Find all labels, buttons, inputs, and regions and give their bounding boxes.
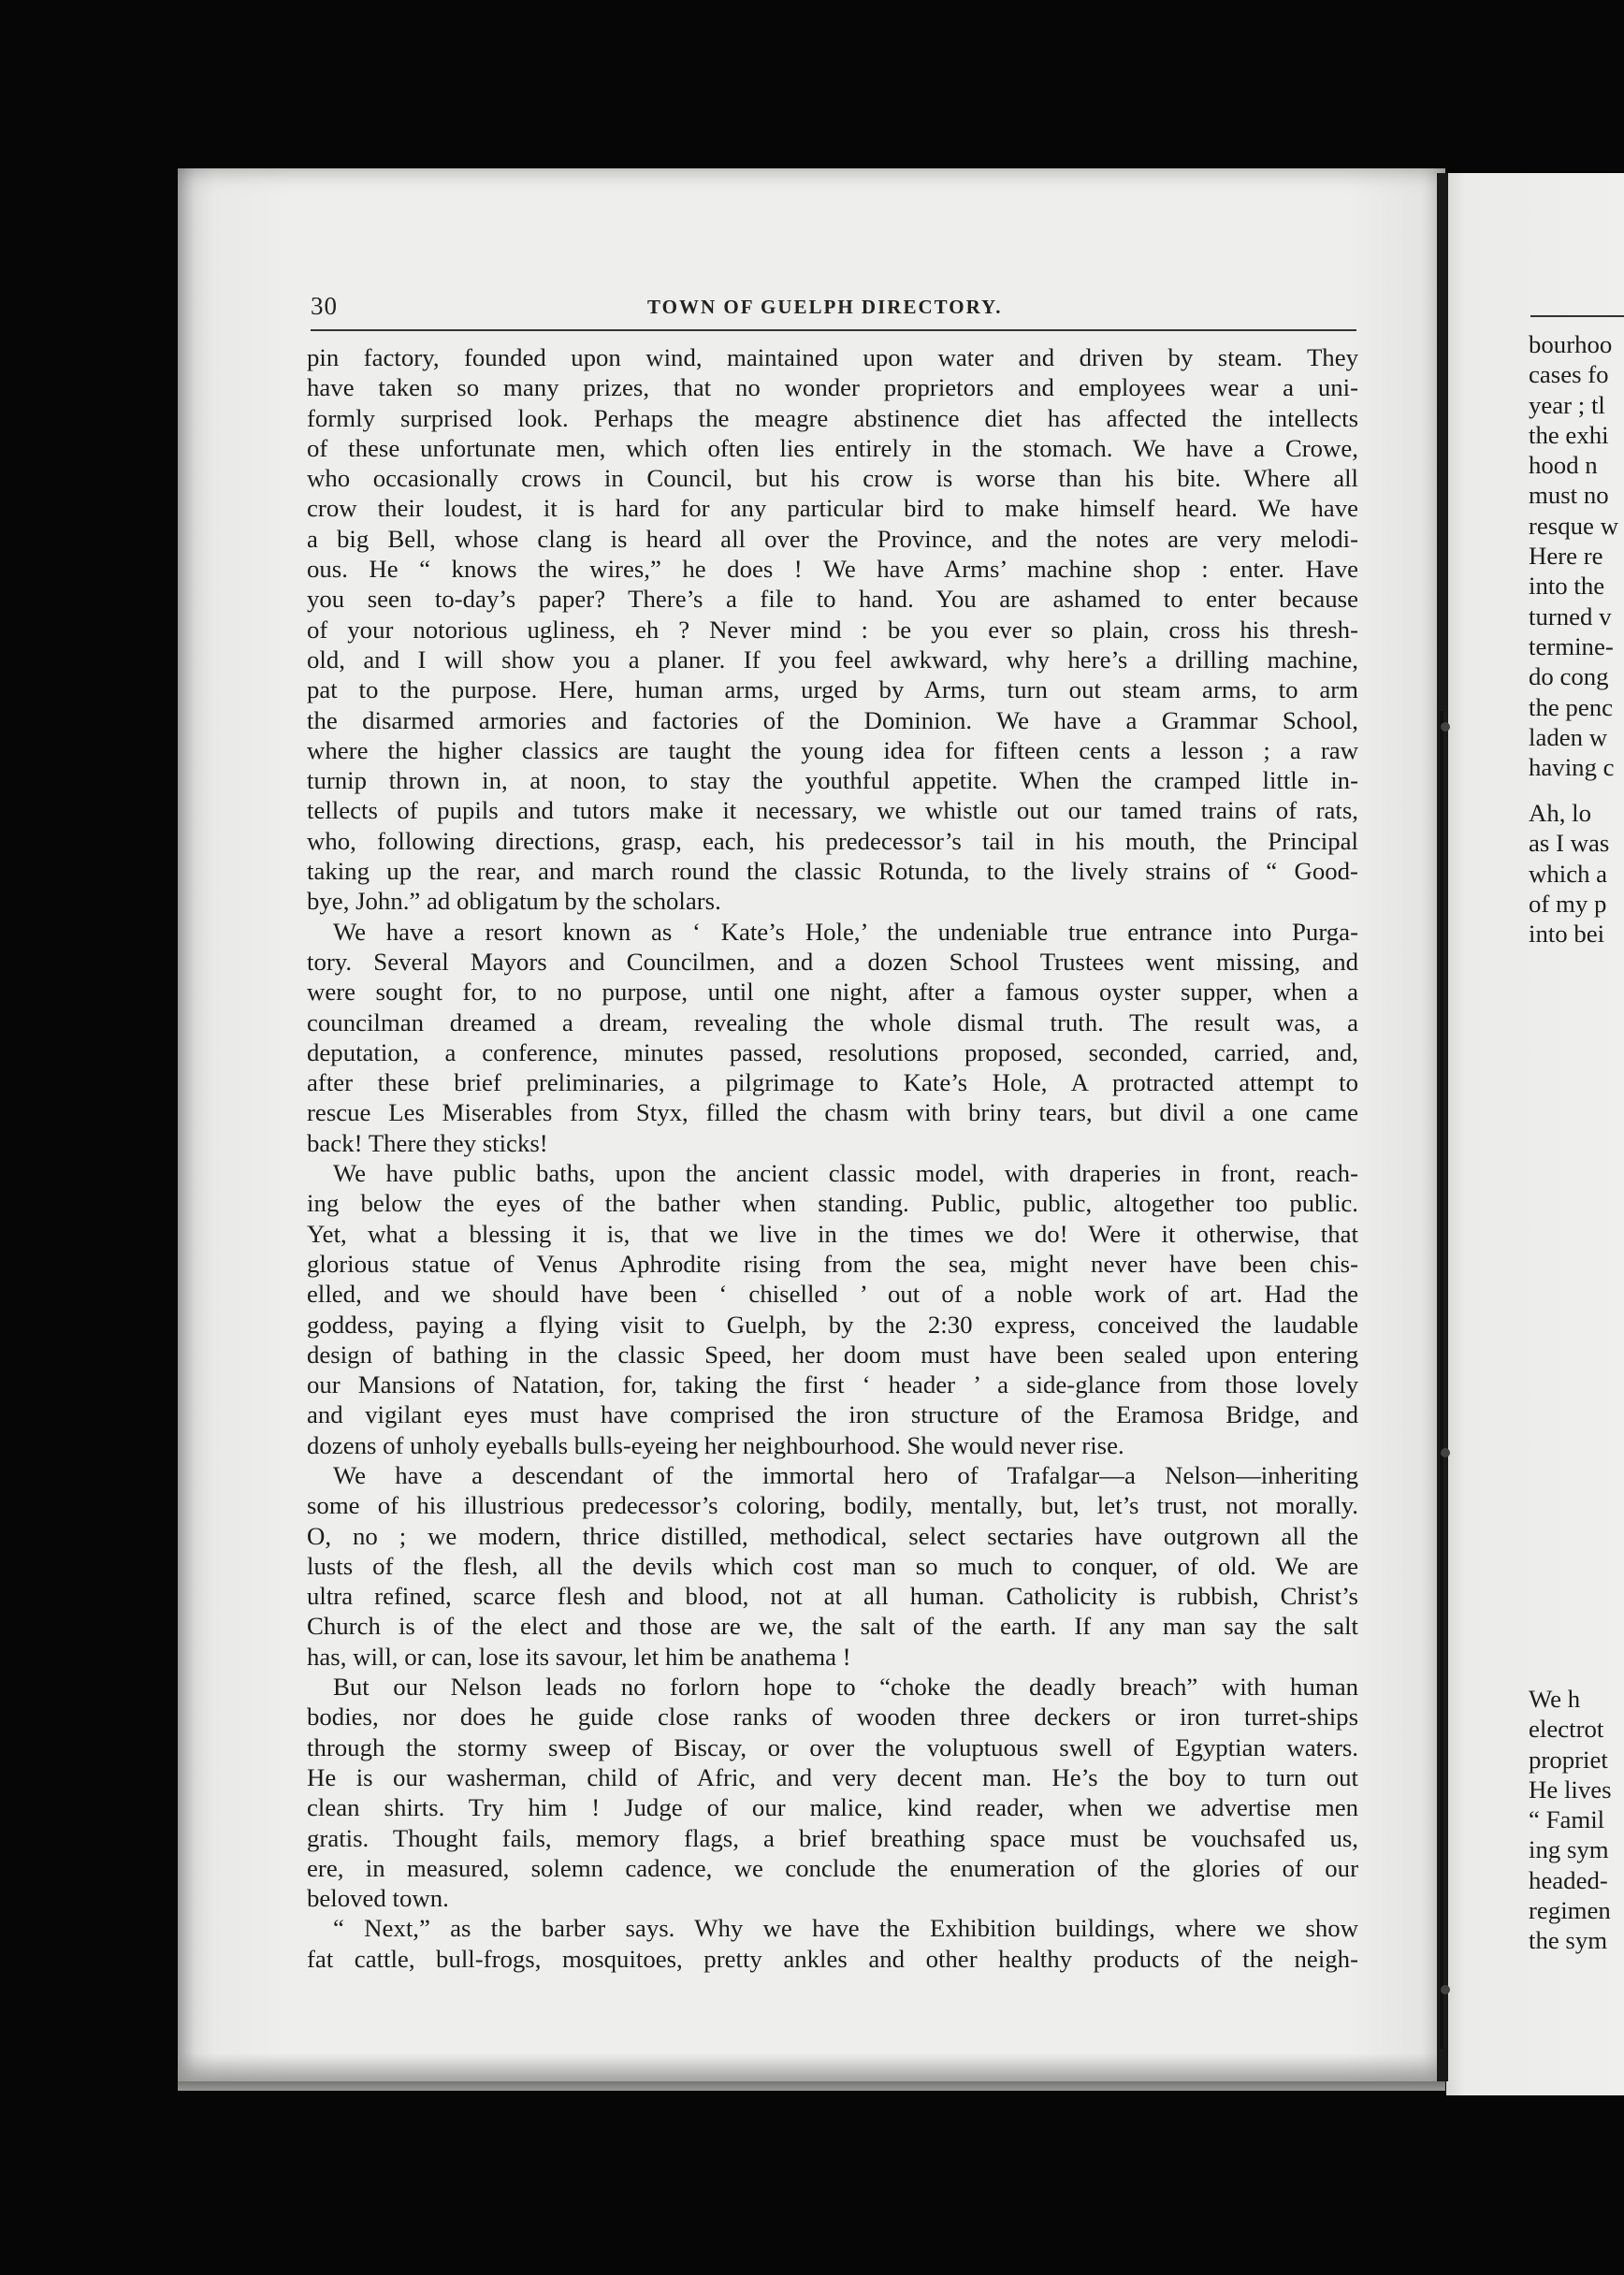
text-line: taking up the rear, and march round the classic Rotunda, to the lively strains of “ Good- [307,857,1358,886]
text-line: councilman dreamed a dream, revealing the whole dismal truth. The result was, a [307,1007,1358,1036]
text-line: O, no ; we modern, thrice distilled, methodical, select sectaries have outgrown all the [307,1521,1358,1550]
right-page-line: of my p [1529,889,1607,918]
right-page-line: hood n [1529,451,1598,480]
right-page-header-rule [1530,315,1624,317]
right-page-line: as I was [1529,829,1610,858]
page-number: 30 [311,292,338,320]
text-line: beloved town. [307,1884,449,1913]
right-page-line: into bei [1529,920,1605,949]
right-page-line: He lives [1529,1775,1612,1804]
right-page-line: Here re [1529,542,1603,571]
text-line: tory. Several Mayors and Councilmen, and a dozen School Trustees went missing, and [307,947,1358,976]
right-page-line: the penc [1529,692,1614,721]
gutter-line [1440,711,1443,2049]
right-page-line: resque w [1529,511,1618,540]
text-line: rescue Les Miserables from Styx, filled the chasm with briny tears, but divil a one came [307,1098,1358,1127]
text-line: of these unfortunate men, which often lies entirely in the stomach. We have a Crowe, [307,433,1358,462]
text-line: some of his illustrious predecessor’s coloring, bodily, mentally, but, let’s trust, not morally. [307,1491,1358,1520]
text-line: you seen to-day’s paper? There’s a file to hand. You are ashamed to enter because [307,585,1358,614]
text-line: ous. He “ knows the wires,” he does ! We have Arms’ machine shop : enter. Have [307,555,1358,584]
text-line: after these brief preliminaries, a pilgrimage to Kate’s Hole, A protracted attempt to [307,1068,1358,1097]
right-page-line: the exhi [1529,420,1609,449]
right-page-line: headed- [1529,1865,1608,1894]
text-line: bodies, nor does he guide close ranks of wooden three deckers or iron turret-ships [307,1703,1358,1732]
right-page-line: Ah, lo [1529,799,1591,827]
text-line: and vigilant eyes must have comprised the iron structure of the Eramosa Bridge, and [307,1400,1358,1429]
body-text [307,342,1358,1974]
text-line: have taken so many prizes, that no wonder proprietors and employees wear a uni- [307,373,1358,402]
right-page-line: cases fo [1529,360,1609,389]
right-page-line: ing sym [1529,1835,1609,1864]
right-page-line: laden w [1529,722,1608,751]
text-line: glorious statue of Venus Aphrodite rising from the sea, might never have been chis- [307,1249,1358,1278]
text-line: who, following directions, grasp, each, his predecessor’s tail in his mouth, the Principal [307,826,1358,855]
right-page-text-top [1529,329,1624,782]
right-page-line: must no [1529,481,1609,510]
right-page-text-bottom [1529,1684,1624,1956]
text-line: Yet, what a blessing it is, that we live in the times we do! Were it otherwise, that [307,1219,1358,1248]
text-line: has, will, or can, lose its savour, let him be anathema ! [307,1642,851,1671]
text-line: a big Bell, whose clang is heard all over the Province, and the notes are very melodi- [307,524,1358,553]
right-page-line: termine- [1529,631,1614,660]
right-page-line: regimen [1529,1896,1611,1925]
text-line: ultra refined, scarce flesh and blood, not at all human. Catholicity is rubbish, Christ’s [307,1582,1358,1611]
text-line: of your notorious ugliness, eh ? Never mind : be you ever so plain, cross his thresh- [307,615,1358,644]
text-line: were sought for, to no purpose, until one night, after a famous oyster supper, when a [307,978,1358,1007]
text-line: turnip thrown in, at noon, to stay the youthful appetite. When the cramped little in- [307,766,1358,795]
right-page-line: turned v [1529,601,1612,630]
text-line: where the higher classics are taught the young idea for fifteen cents a lesson ; a raw [307,735,1358,764]
text-line: pat to the purpose. Here, human arms, urged by Arms, turn out steam arms, to arm [307,675,1358,704]
text-line: through the stormy sweep of Biscay, or over the voluptuous swell of Egyptian waters. [307,1732,1358,1761]
right-page-line: propriet [1529,1745,1608,1774]
text-line: back! There they sticks! [307,1128,548,1157]
text-line: dozens of unholy eyeballs bulls-eyeing her neighbourhood. She would never rise. [307,1430,1124,1459]
text-line: But our Nelson leads no forlorn hope to “choke the deadly breach” with human [333,1673,1358,1702]
text-line: tellects of pupils and tutors make it necessary, we whistle out our tamed trains of rats, [307,796,1358,825]
gutter-mark [1441,1448,1450,1457]
text-line: the disarmed armories and factories of the Dominion. We have a Grammar School, [307,705,1358,734]
text-line: pin factory, founded upon wind, maintained upon water and driven by steam. They [307,343,1358,371]
text-line: We have public baths, upon the ancient classic model, with draperies in front, reach- [333,1159,1358,1188]
text-line: ere, in measured, solemn cadence, we conclude the enumeration of the glories of our [307,1853,1358,1882]
text-line: gratis. Thought fails, memory flags, a brief breathing space must be vouchsafed us, [307,1823,1358,1852]
right-page-line: “ Famil [1529,1805,1605,1834]
right-page-line: bourhoo [1529,330,1613,358]
gutter-mark [1441,1985,1450,1994]
right-page-line: do cong [1529,662,1609,691]
text-line: who occasionally crows in Council, but his crow is worse than his bite. Where all [307,464,1358,493]
text-line: We have a resort known as ‘ Kate’s Hole,’ the undeniable true entrance into Purga- [333,917,1358,946]
right-page-line: which a [1529,859,1608,888]
text-line: goddess, paying a flying visit to Guelph, by the 2:30 express, conceived the laudable [307,1310,1358,1339]
right-page-line: We h [1529,1685,1581,1713]
right-page-line: the sym [1529,1926,1608,1955]
text-line: bye, John.” ad obligatum by the scholars. [307,887,721,916]
left-page-bottom-edge [178,2053,1445,2091]
text-line: clean shirts. Try him ! Judge of our malice, kind reader, when we advertise men [307,1793,1358,1822]
right-page-text-middle [1529,798,1624,949]
text-line: He is our washerman, child of Afric, and very decent man. He’s the boy to turn out [307,1762,1358,1791]
running-head [311,292,1356,326]
text-line: our Mansions of Natation, for, taking the first ‘ header ’ a side-glance from those lovely [307,1370,1358,1399]
text-line: formly surprised look. Perhaps the meagre abstinence diet has affected the intellects [307,403,1358,432]
right-page-line: into the [1529,572,1605,601]
text-line: “ Next,” as the barber says. Why we have the Exhibition buildings, where we show [333,1914,1358,1943]
text-line: ing below the eyes of the bather when standing. Public, public, altogether too public. [307,1189,1358,1218]
right-page-line: year ; tl [1529,390,1605,419]
page-title: TOWN OF GUELPH DIRECTORY. [647,296,1003,318]
text-line: design of bathing in the classic Speed, her doom must have been sealed upon entering [307,1340,1358,1369]
text-line: fat cattle, bull-frogs, mosquitoes, pretty ankles and other healthy products of the neigh- [307,1944,1358,1973]
right-page-line: electrot [1529,1715,1604,1744]
text-line: lusts of the flesh, all the devils which cost man so much to conquer, of old. We are [307,1551,1358,1580]
text-line: old, and I will show you a planer. If you feel awkward, why here’s a drilling machine, [307,645,1358,674]
text-line: deputation, a conference, minutes passed, resolutions proposed, seconded, carried, and, [307,1037,1358,1066]
text-line: Church is of the elect and those are we, the salt of the earth. If any man say the salt [307,1612,1358,1641]
text-line: elled, and we should have been ‘ chiselled ’ out of a noble work of art. Had the [307,1280,1358,1309]
right-page-line: having c [1529,753,1615,782]
header-rule [311,329,1356,331]
text-line: crow their loudest, it is hard for any particular bird to make himself heard. We have [307,494,1358,523]
text-line: We have a descendant of the immortal hero of Trafalgar—a Nelson—inheriting [333,1460,1358,1489]
gutter-mark [1441,722,1450,732]
